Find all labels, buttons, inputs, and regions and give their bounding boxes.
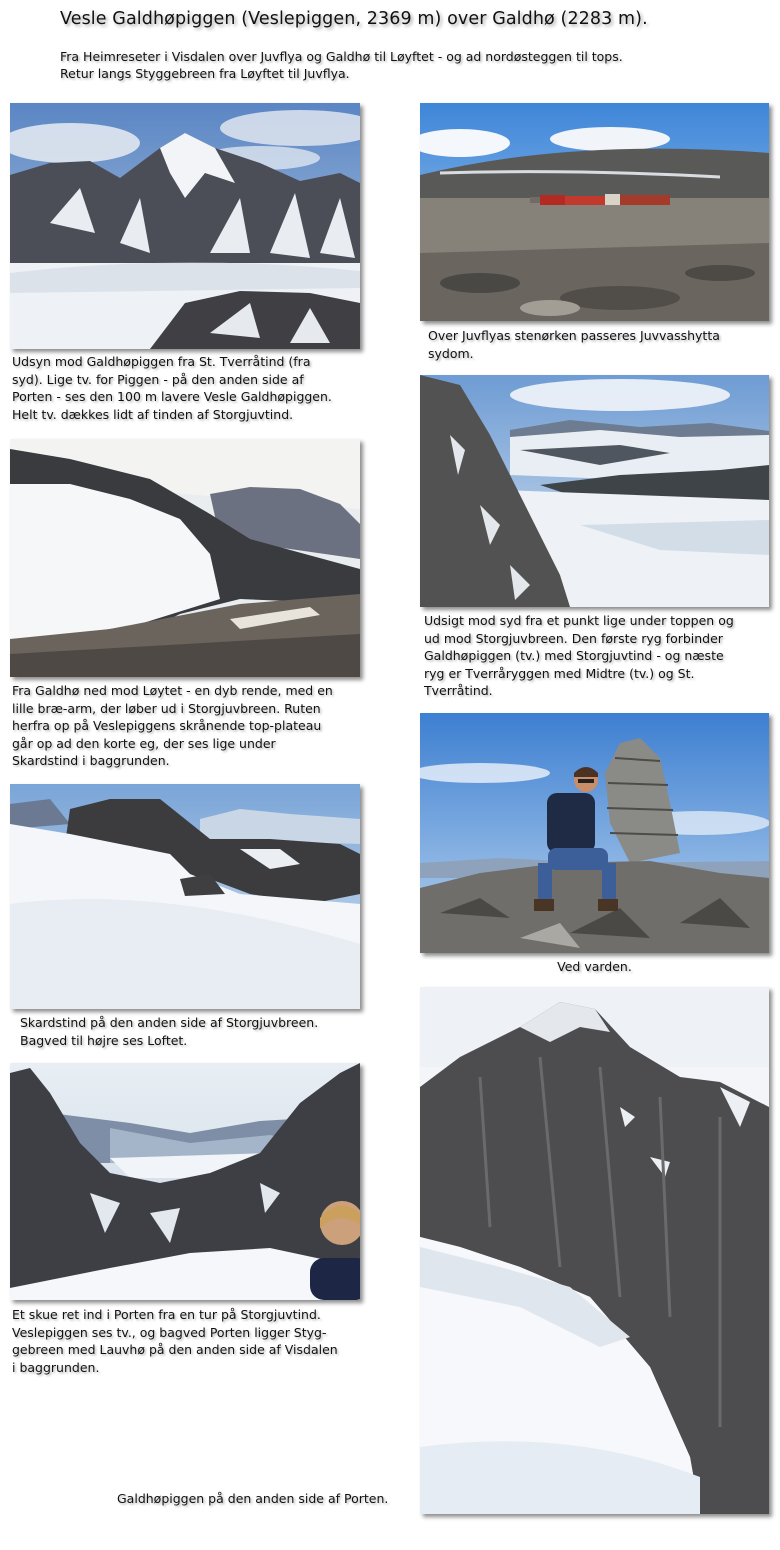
caption-line: gebreen med Lauvhø på den anden side af Visdalen bbox=[12, 1342, 338, 1357]
caption-photo-5 bbox=[420, 958, 769, 976]
caption-line: Helt tv. dækkes lidt af tinden af Storgjuvtind. bbox=[12, 406, 294, 422]
intro-text bbox=[60, 48, 760, 82]
photo-view-south-storgjuvbreen bbox=[420, 375, 769, 607]
caption-photo-1 bbox=[12, 353, 332, 423]
caption-line: Et skue ret ind i Porten fra en tur på Storgjuvtind. bbox=[12, 1307, 321, 1322]
caption-line: ryg er Tverråryggen med Midtre (tv.) og St. bbox=[424, 665, 695, 681]
caption-line: Porten - ses den 100 m lavere Vesle Galdhøpiggen. bbox=[12, 389, 332, 404]
caption-line: sydom. bbox=[428, 345, 474, 361]
caption-line: herfra op på Veslepiggens skrånende top-plateau bbox=[12, 718, 322, 733]
caption-line: Over Juvflyas stenørken passeres Juvvasshytta bbox=[428, 328, 720, 343]
caption-line: i baggrunden. bbox=[12, 1359, 100, 1375]
caption-line: Tverråtind. bbox=[424, 683, 493, 698]
caption-line: Bagved til højre ses Loftet. bbox=[20, 1032, 188, 1048]
photo-galdhopiggen-across-porten bbox=[420, 987, 769, 1514]
caption-line: Skardstind på den anden side af Storgjuvbreen. bbox=[20, 1015, 319, 1030]
caption-line: går op ad den korte eg, der ses lige under bbox=[12, 735, 276, 751]
caption-line: Skardstind i baggrunden. bbox=[12, 753, 170, 768]
caption-line: lille bræ-arm, der løber ud i Storgjuvbreen. Ruten bbox=[12, 700, 321, 716]
caption-line: Galdhøpiggen (tv.) med Storgjuvtind - og næste bbox=[424, 648, 724, 663]
caption-photo-7 bbox=[12, 1306, 338, 1376]
caption-line: Udsigt mod syd fra et punkt lige under toppen og bbox=[424, 613, 734, 628]
caption-line: Galdhøpiggen på den anden side af Porten. bbox=[117, 1491, 389, 1506]
caption-photo-2 bbox=[428, 327, 720, 362]
caption-photo-8 bbox=[117, 1490, 388, 1508]
photo-ved-varden bbox=[420, 713, 769, 953]
intro-line: Fra Heimreseter i Visdalen over Juvflya og Galdhø til Løyftet - og ad nordøsteggen til tops. bbox=[60, 49, 623, 64]
photo-porten bbox=[10, 1063, 360, 1300]
photo-juvvasshytta bbox=[420, 103, 769, 321]
caption-line: Udsyn mod Galdhøpiggen fra St. Tverråtind (fra bbox=[12, 354, 311, 369]
caption-line: ud mod Storgjuvbreen. Den første ryg forbinder bbox=[424, 630, 723, 646]
caption-photo-4 bbox=[424, 612, 734, 700]
caption-line: syd). Lige tv. for Piggen - på den anden side af bbox=[12, 371, 304, 387]
page-title: Vesle Galdhøpiggen (Veslepiggen, 2369 m) over Galdhø (2283 m). bbox=[60, 9, 648, 29]
caption-photo-3 bbox=[12, 682, 333, 770]
photo-galdhopiggen-from-south bbox=[10, 103, 360, 349]
caption-line: Veslepiggen ses tv., og bagved Porten ligger Styg- bbox=[12, 1324, 327, 1340]
photo-skardstind bbox=[10, 784, 360, 1009]
caption-line: Fra Galdhø ned mod Løytet - en dyb rende, med en bbox=[12, 683, 333, 698]
caption-line: Ved varden. bbox=[557, 959, 632, 974]
caption-photo-6 bbox=[20, 1014, 318, 1049]
intro-line: Retur langs Styggebreen fra Løyftet til Juvflya. bbox=[60, 66, 350, 81]
photo-galdho-toward-loytet bbox=[10, 439, 360, 677]
